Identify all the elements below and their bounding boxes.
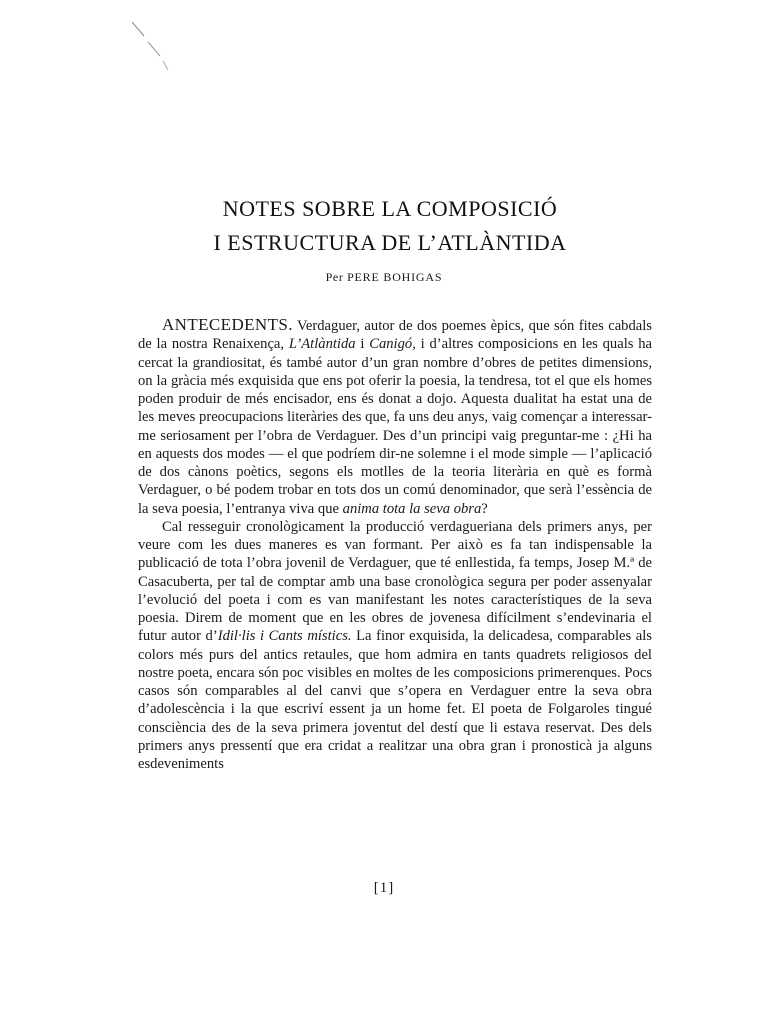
author-name: PERE BOHIGAS [347,270,443,284]
text-run: Cal resseguir cronològicament la producció verdagueriana dels primers anys, per veure com les dues maneres es van formant. Per això es fa tan indispensable la publicació de tota l’obra jovenil de Verdaguer, que té enllestida, fa temps, Josep M.ª de Casacuberta, per tal de comptar amb una base cronològica segura per poder assenyalar l’evolució del poeta i com es van manifestant les notes característiques de la seva poesia. Direm de moment que en les obres de jovenesa difícilment s’endevinaria el futur autor d’ [138,518,652,645]
italic-title: Canigó, [369,336,416,353]
scan-artifact-mark [130,20,170,80]
byline-prefix: Per [325,270,344,284]
article-title-line-1: NOTES SOBRE LA COMPOSICIÓ [222,196,558,221]
byline [0,270,768,285]
text-run: ? [481,500,488,517]
page-number: [1] [373,880,395,896]
text-run: La finor exquisida, la delicadesa, comparables als colors més purs del antics retaules, que hom admira en tants quadrets religiosos del nostre poeta, encara són poc visibles en moltes de les composicions primerenques. Pocs casos són comparables al del canvi que s’opera en Verdaguer entre la seva obra d’adolescència i la que escriví essent ja un home fet. El poeta de Folgaroles tingué consciència des de la seva primera joventut del destí que li estava reservat. Des dels primers anys pressentí que era cridat a realitzar una obra gran i pronosticà ja alguns esdeveniments [138,628,652,772]
section-lead: ANTECEDENTS. [162,315,293,334]
article-body [138,316,652,773]
text-run: Verdaguer, autor de dos poemes èpics, que són fites cabdals de la nostra Renaixença, [138,318,652,353]
text-run: i d’altres composicions en les quals ha cercat la grandiositat, és també autor d’un gran nombre d’obres de petites dimensions, on la gràcia més exquisida que ens pot oferir la poesia, la tendresa, tot el que els homes poden produir de més encisador, ens és donat a dojo. Aquesta dualitat ha estat una de les meves preocupacions literàries des que, fa uns deu anys, vaig començar a interessar-me seriosament per l’obra de Verdaguer. Des d’un principi vaig preguntar-me : ¿Hi ha en aquests dos modes — el que podríem dir-ne solemne i el mode simple — l’aplicació de dos cànons poètics, segons els motlles de la teoria literària en què es formà Verdaguer, o bé podem trobar en tots dos un comú denominador, que serà l’essència de la seva poesia, l’entranya viva que [138,336,652,517]
paragraph [138,316,652,518]
italic-title: Idil·lis i Cants místics. [217,628,352,645]
paragraph [138,518,652,774]
italic-phrase: anima tota la seva obra [342,500,482,517]
text-run: i [355,336,370,353]
article-title-line-2: I ESTRUCTURA DE L’ATLÀNTIDA [213,230,567,255]
italic-title: L’Atlàntida [288,336,356,353]
